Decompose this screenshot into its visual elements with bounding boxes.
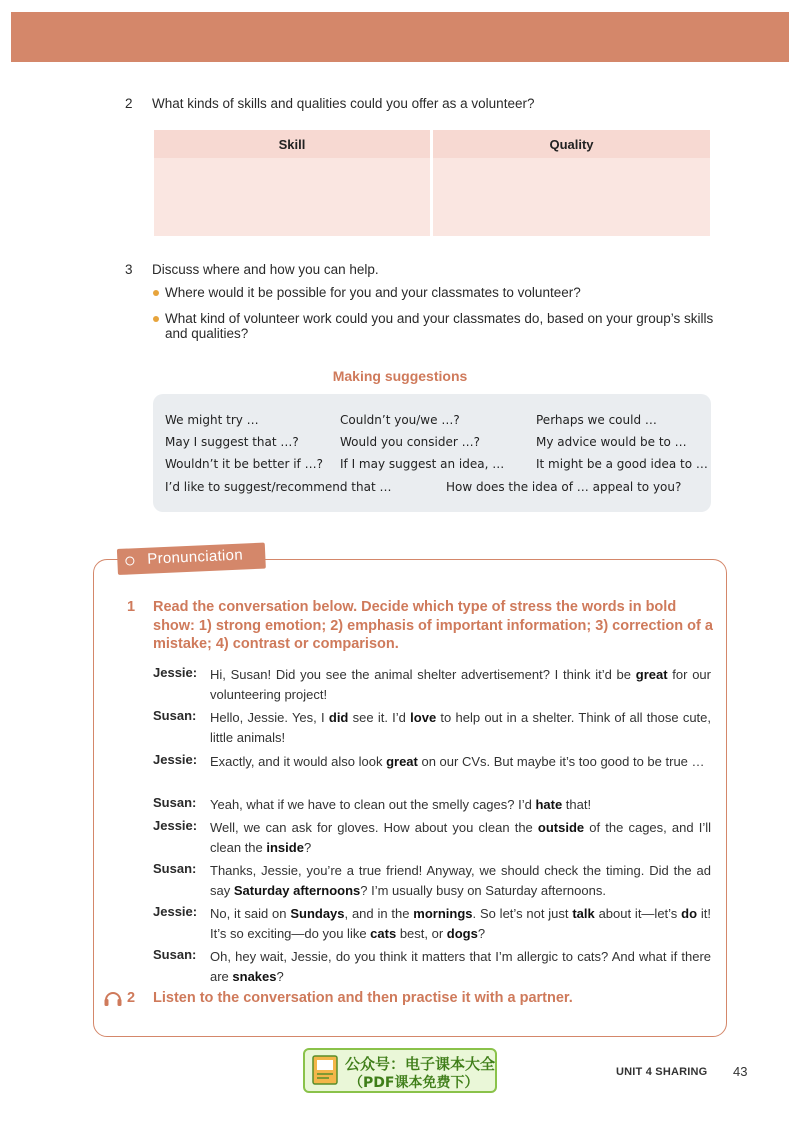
question-3-number: 3 <box>125 262 133 277</box>
stressed-word: hate <box>535 797 563 812</box>
speaker-name: Susan: <box>153 947 197 962</box>
phrase: If I may suggest an idea, … <box>340 457 505 471</box>
page-number: 43 <box>733 1064 748 1079</box>
skill-quality-table <box>154 130 710 236</box>
speaker-name: Jessie: <box>153 665 198 680</box>
bullet-dot <box>153 290 159 296</box>
dialogue-text: . So let’s not just <box>472 906 573 921</box>
speaker-name: Jessie: <box>153 752 198 767</box>
watermark-line-1: 公众号：电子课本大全 <box>345 1055 496 1073</box>
dialogue-line <box>210 752 711 772</box>
phrase: Wouldn’t it be better if …? <box>165 457 323 471</box>
pronunciation-label: Pronunciation <box>146 546 244 568</box>
question-3-text: Discuss where and how you can help. <box>152 262 379 277</box>
dialogue-text: Hi, Susan! Did you see the animal shelter advertisement? I think it’d be <box>210 667 636 682</box>
question-2-text: What kinds of skills and qualities could you offer as a volunteer? <box>152 96 535 111</box>
stressed-word: mornings <box>413 906 473 921</box>
speaker-name: Susan: <box>153 708 197 723</box>
book-logo-icon <box>311 1054 341 1088</box>
stressed-word: cats <box>370 926 397 941</box>
unit-footer: UNIT 4 SHARING <box>616 1066 708 1078</box>
dialogue-text: No, it said on <box>210 906 291 921</box>
quality-header: Quality <box>433 130 710 158</box>
dialogue-line <box>210 947 711 987</box>
speaker-name: Jessie: <box>153 818 198 833</box>
dialogue-text: that! <box>562 797 592 812</box>
dialogue-text: , and in the <box>344 906 414 921</box>
suggestions-box <box>153 394 711 512</box>
dialogue-line <box>210 861 711 901</box>
stressed-word: talk <box>572 906 595 921</box>
dialogue-line <box>210 795 711 815</box>
bullet-dot <box>153 316 159 322</box>
dialogue-text: ? I’m usually busy on Saturday afternoons. <box>360 883 606 898</box>
stressed-word: great <box>386 754 418 769</box>
phrase: I’d like to suggest/recommend that … <box>165 480 392 494</box>
stressed-word: Sundays <box>290 906 345 921</box>
dialogue-text: about it—let’s <box>594 906 682 921</box>
task-1-instructions: Read the conversation below. Decide which type of stress the words in bold show: 1) strong emotion; 2) emphasis of important information; 3) correction of a mistake; 4) contrast or comparison. <box>153 599 713 652</box>
dialogue-text: Yeah, what if we have to clean out the smelly cages? I’d <box>210 797 536 812</box>
dialogue-text: Oh, hey wait, Jessie, do you think it matters that I’m allergic to cats? And what if there are <box>210 949 711 984</box>
speaker-name: Jessie: <box>153 904 198 919</box>
dialogue-line <box>210 708 711 748</box>
question-2-number: 2 <box>125 96 133 111</box>
stressed-word: Saturday afternoons <box>233 883 361 898</box>
task-2-instructions: Listen to the conversation and then practise it with a partner. <box>153 990 573 1006</box>
dialogue-text: it! It’s so exciting—do you like <box>210 906 711 941</box>
dialogue-text: Thanks, Jessie, you’re a true friend! Anyway, we should check the timing. Did the ad say <box>210 863 711 898</box>
task-1-number: 1 <box>127 599 136 615</box>
watermark-line-2: （PDF课本免费下） <box>349 1075 479 1091</box>
phrase: Perhaps we could … <box>536 413 657 427</box>
dialogue-text: ? <box>276 969 284 984</box>
phrase: We might try … <box>165 413 259 427</box>
stressed-word: inside <box>266 840 304 855</box>
dialogue-text: ? <box>477 926 486 941</box>
dialogue-line <box>210 818 711 858</box>
stressed-word: outside <box>537 820 585 835</box>
question-3-bullet-1: Where would it be possible for you and your classmates to volunteer? <box>165 285 581 300</box>
dialogue-text: on our CVs. But maybe it’s too good to be true … <box>417 754 705 769</box>
stressed-word: dogs <box>446 926 478 941</box>
stressed-word: do <box>681 906 698 921</box>
dialogue-text: Exactly, and it would also look <box>210 754 387 769</box>
dialogue-text: ? <box>303 840 312 855</box>
circle-icon <box>125 556 134 565</box>
dialogue-text: for our volunteering project! <box>210 667 711 702</box>
speaker-name: Susan: <box>153 795 197 810</box>
stressed-word: snakes <box>232 969 277 984</box>
skill-header: Skill <box>154 130 430 158</box>
headphones-icon[interactable] <box>103 989 123 1007</box>
dialogue-line <box>210 665 711 705</box>
stressed-word: did <box>328 710 349 725</box>
phrase: Couldn’t you/we …? <box>340 413 460 427</box>
dialogue-line <box>210 904 711 944</box>
phrase: My advice would be to … <box>536 435 687 449</box>
dialogue-text: of the cages, and I’ll clean the <box>210 820 711 855</box>
making-suggestions-title: Making suggestions <box>332 368 468 384</box>
dialogue-text: Well, we can ask for gloves. How about you clean the <box>210 820 538 835</box>
watermark <box>303 1048 497 1093</box>
phrase: May I suggest that …? <box>165 435 299 449</box>
dialogue-text: to help out in a shelter. Think of all those cute, little animals! <box>210 710 711 745</box>
stressed-word: love <box>410 710 437 725</box>
dialogue-text: Hello, Jessie. Yes, I <box>210 710 329 725</box>
dialogue-text: best, or <box>396 926 447 941</box>
stressed-word: great <box>635 667 668 682</box>
task-2-number: 2 <box>127 990 136 1006</box>
dialogue-text: see it. I’d <box>348 710 411 725</box>
phrase: Would you consider …? <box>340 435 480 449</box>
speaker-name: Susan: <box>153 861 197 876</box>
phrase: How does the idea of … appeal to you? <box>446 480 682 494</box>
header-band <box>11 12 789 62</box>
phrase: It might be a good idea to … <box>536 457 708 471</box>
question-3-bullet-2: What kind of volunteer work could you and your classmates do, based on your group’s skills and qualities? <box>165 311 714 341</box>
